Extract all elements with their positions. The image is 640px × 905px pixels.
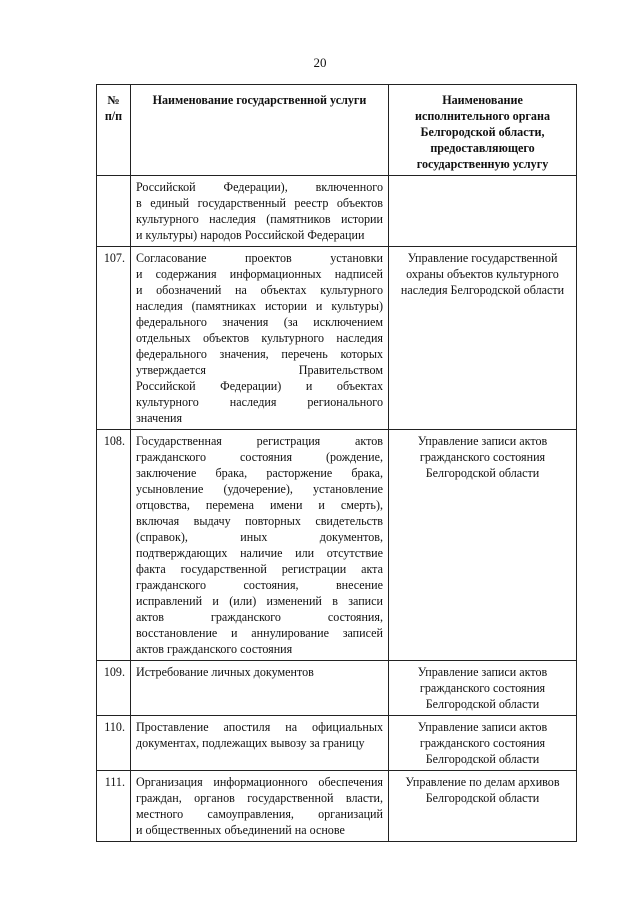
service-name — [131, 176, 389, 247]
service-name — [131, 430, 389, 661]
service-name-line: актов гражданского состояния — [136, 642, 293, 656]
service-name-line: восстановление и аннулирование записей — [136, 626, 383, 640]
service-name-line: отцовства, перемена имени и смерть), — [136, 498, 383, 512]
service-name-line: и общественных объединений на основе — [136, 823, 345, 837]
service-name-line: Организация информационного обеспечения — [136, 775, 383, 789]
agency-name: Управление государственной охраны объектов культурного наследия Белгородской области — [389, 247, 577, 430]
service-name-line: культурного наследия регионального — [136, 395, 383, 409]
service-name-line: культурного наследия (памятников истории — [136, 212, 383, 226]
table-row — [97, 430, 577, 661]
service-name-line: факта государственной регистрации акта — [136, 562, 383, 576]
table-body — [97, 176, 577, 842]
table-row — [97, 771, 577, 842]
page-number: 20 — [313, 55, 327, 70]
row-number — [97, 176, 131, 247]
service-name-line: граждан, органов государственной власти, — [136, 791, 383, 805]
service-name-line: подтверждающих наличие или отсутствие — [136, 546, 383, 560]
service-name-line: федерального значения (за исключением — [136, 315, 383, 329]
service-name-line: Российской Федерации) и объектах — [136, 379, 383, 393]
service-name — [131, 716, 389, 771]
service-name-line: в единый государственный реестр объектов — [136, 196, 383, 210]
row-number: 107. — [97, 247, 131, 430]
service-name-line: заключение брака, расторжение брака, — [136, 466, 383, 480]
table-row — [97, 661, 577, 716]
table-row — [97, 716, 577, 771]
agency-name: Управление записи актов гражданского состояния Белгородской области — [389, 661, 577, 716]
service-name-line: и обозначений на объектах культурного — [136, 283, 383, 297]
service-name-line: Согласование проектов установки — [136, 251, 383, 265]
service-name-line: значения — [136, 411, 183, 425]
service-name — [131, 771, 389, 842]
agency-name: Управление по делам архивов Белгородской области — [389, 771, 577, 842]
service-name-line: и содержания информационных надписей — [136, 267, 383, 281]
service-name-line: наследия (памятниках истории и культуры) — [136, 299, 383, 313]
service-name-line: гражданского состояния, внесение — [136, 578, 383, 592]
service-name-line: Государственная регистрация актов — [136, 434, 383, 448]
service-name-line: и культуры) народов Российской Федерации — [136, 228, 365, 242]
service-name-line: актов гражданского состояния, — [136, 610, 383, 624]
service-name-line: Проставление апостиля на официальных — [136, 720, 383, 734]
service-name-line: федерального значения, перечень которых — [136, 347, 383, 361]
service-name-line: отдельных объектов культурного наследия — [136, 331, 383, 345]
service-name — [131, 661, 389, 716]
service-name-line: документах, подлежащих вывозу за границу — [136, 736, 365, 750]
table-header-row — [97, 85, 577, 176]
agency-name: Управление записи актов гражданского состояния Белгородской области — [389, 430, 577, 661]
table-row — [97, 176, 577, 247]
services-table — [96, 84, 577, 842]
row-number: 111. — [97, 771, 131, 842]
service-name-line: (справок), иных документов, — [136, 530, 383, 544]
row-number: 109. — [97, 661, 131, 716]
service-name — [131, 247, 389, 430]
header-agency-name: Наименование исполнительного органа Белгородской области, предоставляющего государственную услугу — [389, 85, 577, 176]
header-number: № п/п — [97, 85, 131, 176]
service-name-line: усыновление (удочерение), установление — [136, 482, 383, 496]
header-service-name: Наименование государственной услуги — [131, 85, 389, 176]
service-name-line: Истребование личных документов — [136, 665, 314, 679]
table-row — [97, 247, 577, 430]
service-name-line: гражданского состояния (рождение, — [136, 450, 383, 464]
service-name-line: Российской Федерации), включенного — [136, 180, 383, 194]
service-name-line: местного самоуправления, организаций — [136, 807, 383, 821]
agency-name — [389, 176, 577, 247]
row-number: 108. — [97, 430, 131, 661]
service-name-line: включая выдачу повторных свидетельств — [136, 514, 383, 528]
row-number: 110. — [97, 716, 131, 771]
agency-name: Управление записи актов гражданского состояния Белгородской области — [389, 716, 577, 771]
service-name-line: утверждается Правительством — [136, 363, 383, 377]
service-name-line: исправлений и (или) изменений в записи — [136, 594, 383, 608]
